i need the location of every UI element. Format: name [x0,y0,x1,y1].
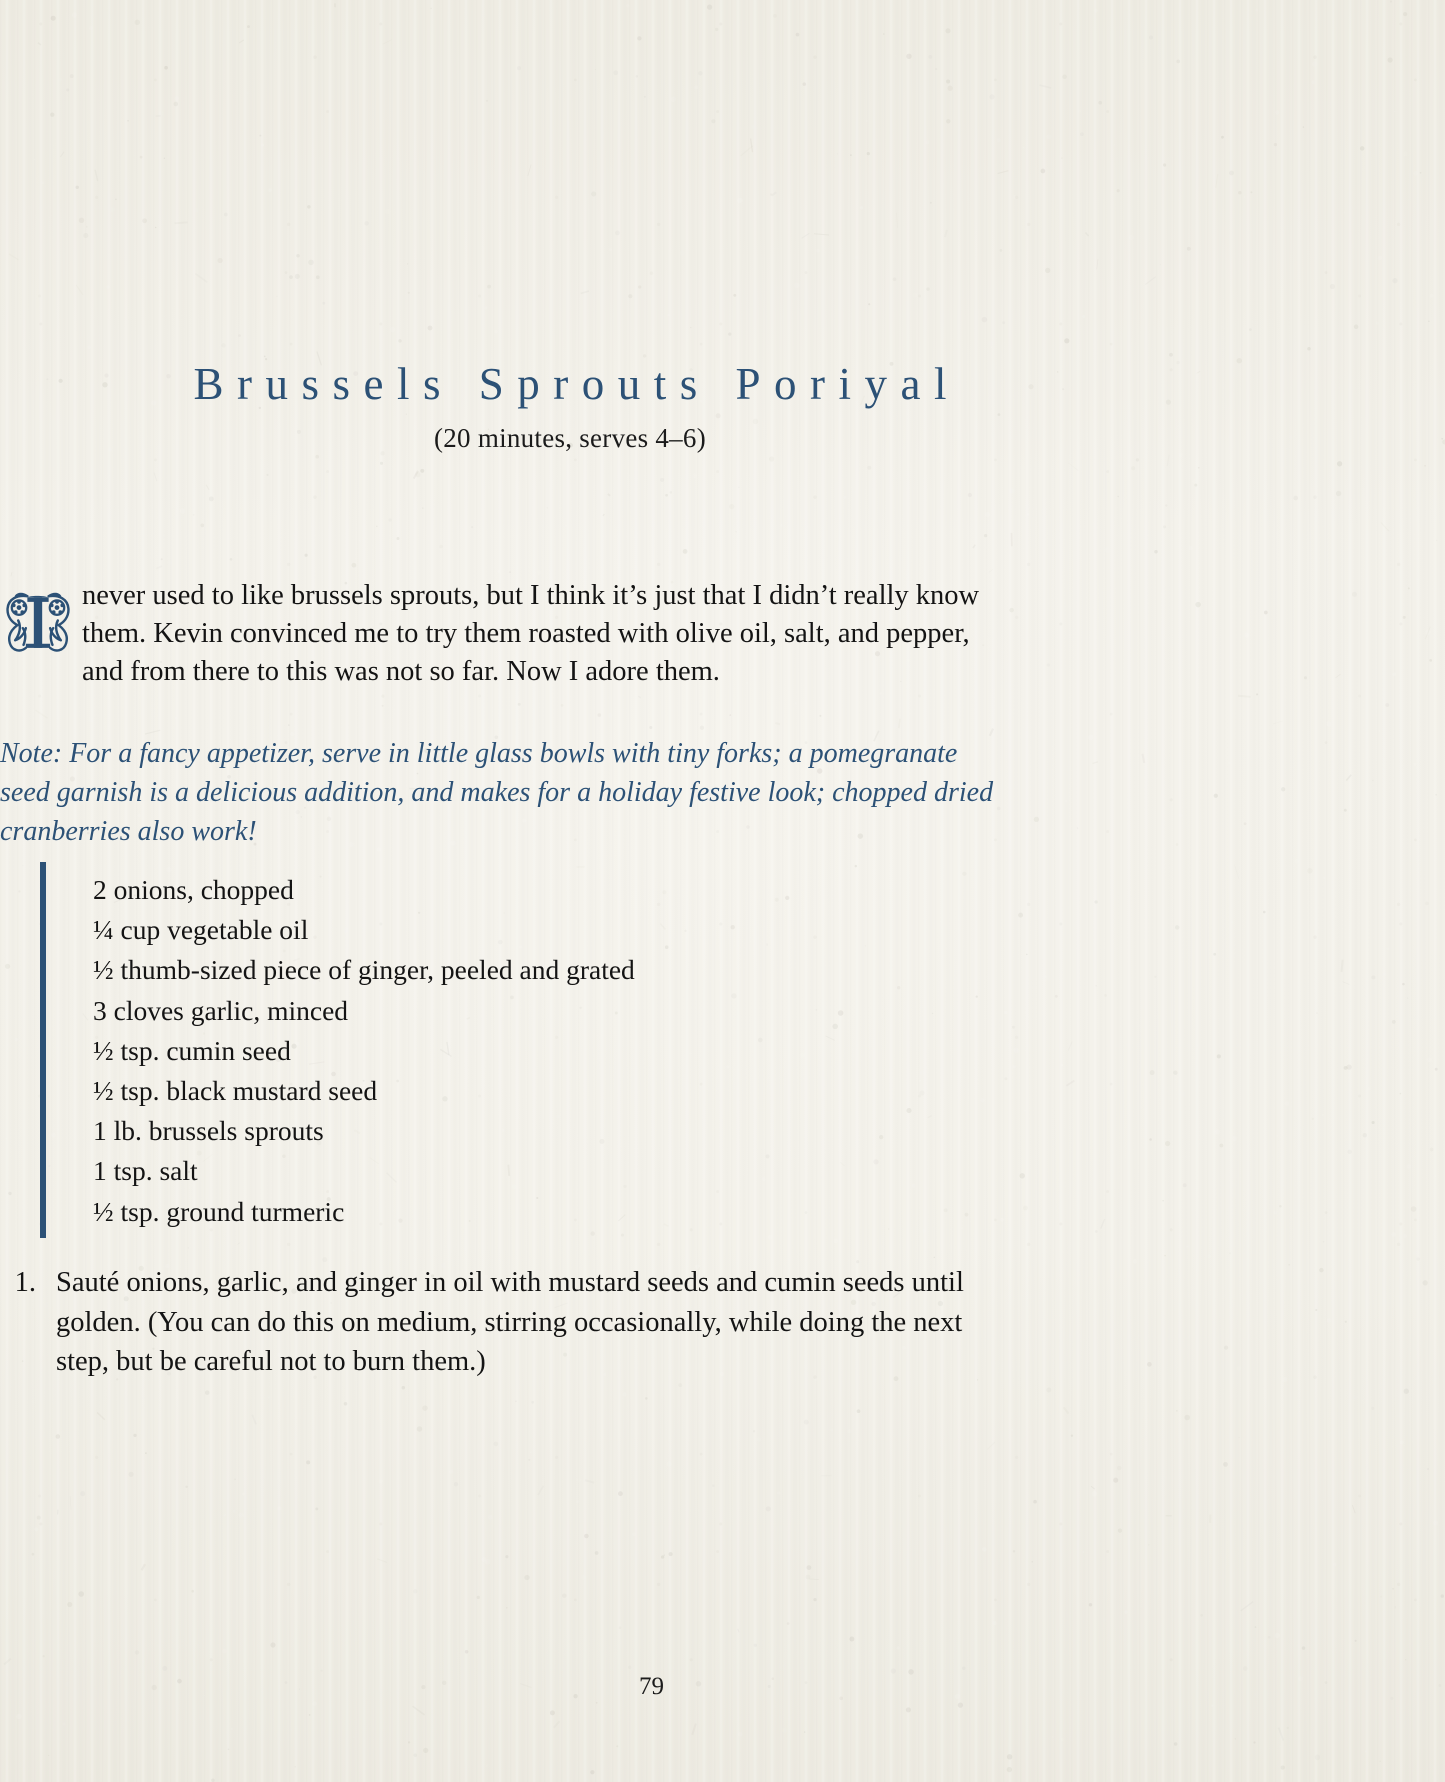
instruction-steps-list [8,1263,1003,1382]
list-item: ½ tsp. cumin seed [93,1034,291,1066]
list-item [8,1263,1003,1382]
step-number: 1. [14,1267,36,1298]
ornamental-dropcap-i-icon [0,581,76,657]
page-number: 79 [639,1673,664,1700]
list-item: 3 cloves garlic, minced [93,994,349,1026]
recipe-note: Note: For a fancy appetizer, serve in little glass bowls with tiny forks; a pomegranate seed garnish is a delicious addition, and makes for a holiday festive look; chopped dried cranberries also work! [0,738,994,847]
list-item: ½ tsp. black mustard seed [93,1075,378,1107]
step-text: Sauté onions, garlic, and ginger in oil with mustard seeds and cumin seeds until golden. (You can do this on medium, stirring occasionally, while doing the next step, but be careful not to burn them.) [56,1267,964,1377]
list-item: 1 lb. brussels sprouts [93,1115,324,1147]
list-item: ½ tsp. ground turmeric [93,1195,345,1227]
page-title: Brussels Sprouts Poriyal [193,359,961,410]
ingredients-list [40,862,635,1238]
intro-paragraph [0,577,995,691]
intro-text: never used to like brussels sprouts, but I think it’s just that I didn’t really know them. Kevin convinced me to try them roasted with olive oil, salt, and pepper, and from there to this was not so far. Now I adore them. [82,579,980,687]
list-item: ½ thumb-sized piece of ginger, peeled and grated [93,954,635,986]
recipe-yield-line: (20 minutes, serves 4–6) [434,423,706,453]
list-item: 1 tsp. salt [93,1155,198,1187]
list-item: ¼ cup vegetable oil [93,914,309,946]
list-item: 2 onions, chopped [93,874,294,905]
